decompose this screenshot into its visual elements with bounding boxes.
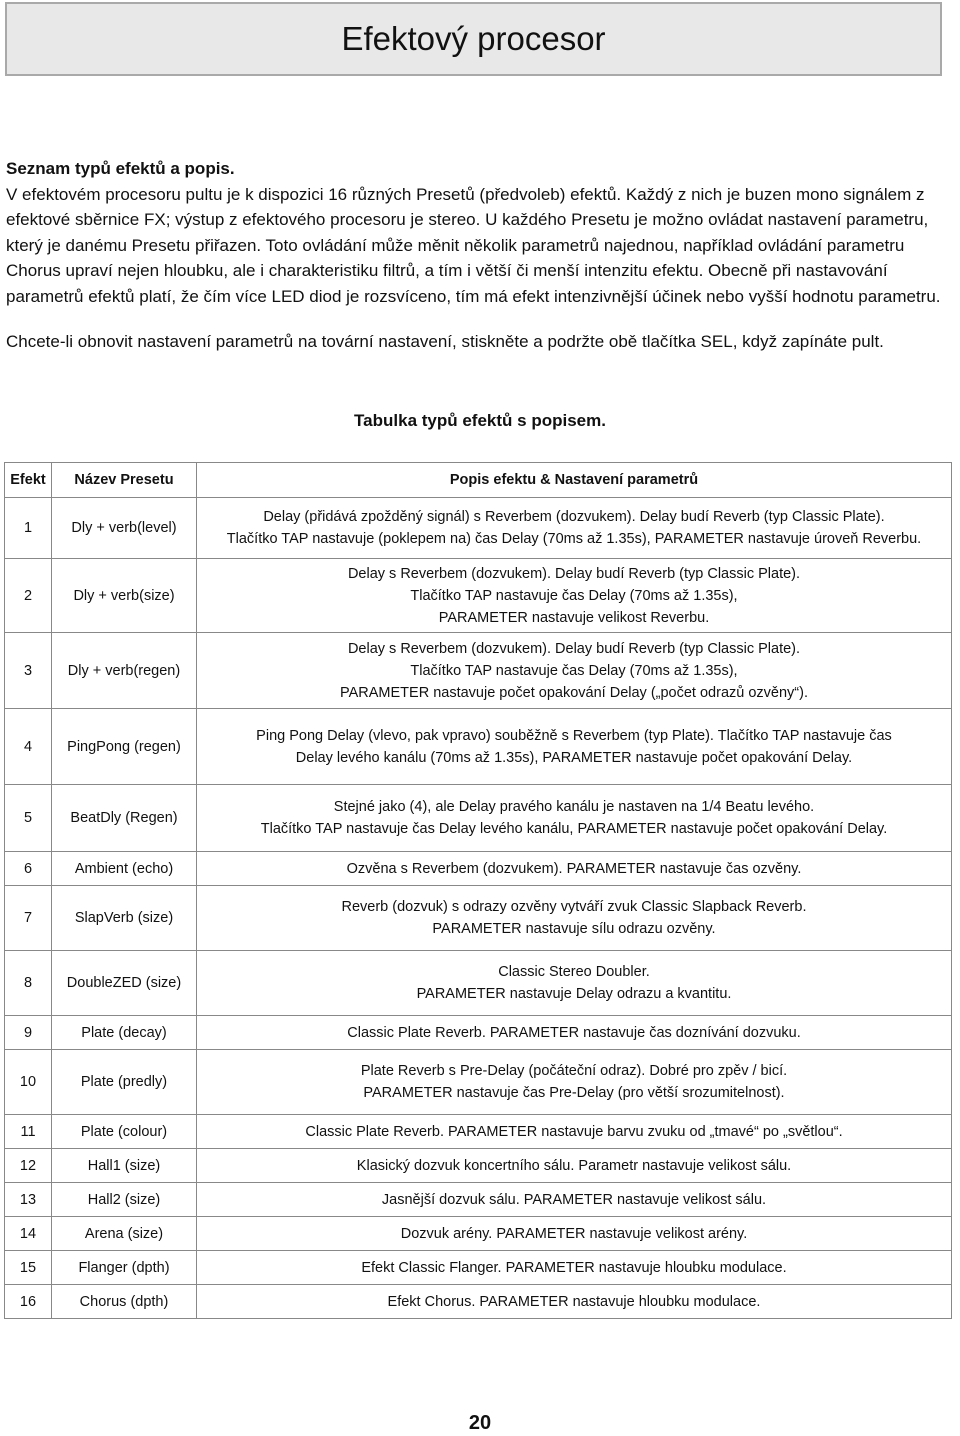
- description-line: Tlačítko TAP nastavuje čas Delay (70ms až 1.35s),: [410, 662, 738, 679]
- effect-number: 5: [5, 785, 52, 852]
- effect-number: 8: [5, 951, 52, 1016]
- table-row: [5, 498, 952, 559]
- reset-paragraph: Chcete-li obnovit nastavení parametrů na tovární nastavení, stiskněte a podržte obě tlačítka SEL, když zapínáte pult.: [6, 332, 884, 351]
- preset-name: DoubleZED (size): [52, 951, 197, 1016]
- section-heading: Seznam typů efektů a popis.: [6, 159, 235, 178]
- effect-number: 13: [5, 1183, 52, 1217]
- description-line: PARAMETER nastavuje čas Pre-Delay (pro větší srozumitelnost).: [363, 1085, 785, 1101]
- description-line: Delay s Reverbem (dozvukem). Delay budí Reverb (typ Classic Plate).: [347, 640, 801, 657]
- effect-description: [197, 1016, 952, 1050]
- table-row: [5, 709, 952, 785]
- effect-description: [197, 1251, 952, 1285]
- table-row: [5, 1183, 952, 1217]
- preset-name: Chorus (dpth): [52, 1285, 197, 1319]
- description-line: Tlačítko TAP nastavuje čas Delay (70ms až 1.35s),: [410, 587, 738, 604]
- table-row: [5, 1050, 952, 1115]
- effect-number: 9: [5, 1016, 52, 1050]
- preset-name: Hall1 (size): [52, 1149, 197, 1183]
- effect-number: 6: [5, 852, 52, 886]
- header-effect: Efekt: [5, 463, 52, 498]
- effect-number: 10: [5, 1050, 52, 1115]
- table-row: [5, 633, 952, 709]
- preset-name: Plate (colour): [52, 1115, 197, 1149]
- effect-number: 4: [5, 709, 52, 785]
- header-description: Popis efektu & Nastavení parametrů: [197, 463, 952, 498]
- description-line: PARAMETER nastavuje sílu odrazu ozvěny.: [432, 921, 716, 937]
- effect-description: [197, 951, 952, 1016]
- preset-name: Ambient (echo): [52, 852, 197, 886]
- effect-description: [197, 559, 952, 633]
- intro-section: [6, 156, 950, 355]
- table-row: [5, 852, 952, 886]
- preset-name: Plate (predly): [52, 1050, 197, 1115]
- effect-description: [197, 785, 952, 852]
- table-row: [5, 1149, 952, 1183]
- effect-description: [197, 709, 952, 785]
- description-line: Delay (přidává zpožděný signál) s Reverbem (dozvukem). Delay budí Reverb (typ Classic Plate).: [263, 509, 885, 525]
- effect-number: 15: [5, 1251, 52, 1285]
- effect-number: 1: [5, 498, 52, 559]
- preset-name: BeatDly (Regen): [52, 785, 197, 852]
- effect-number: 14: [5, 1217, 52, 1251]
- table-row: [5, 1251, 952, 1285]
- description-line: Plate Reverb s Pre-Delay (počáteční odraz). Dobré pro zpěv / bicí.: [360, 1063, 788, 1079]
- description-line: Stejné jako (4), ale Delay pravého kanálu je nastaven na 1/4 Beatu levého.: [333, 799, 815, 815]
- table-row: [5, 1016, 952, 1050]
- page-number: 20: [468, 1412, 492, 1434]
- effect-description: [197, 633, 952, 709]
- preset-name: Dly + verb(regen): [52, 633, 197, 709]
- preset-name: Plate (decay): [52, 1016, 197, 1050]
- table-row: [5, 559, 952, 633]
- table-row: [5, 1217, 952, 1251]
- description-line: PARAMETER nastavuje počet opakování Delay („počet odrazů ozvěny“).: [340, 684, 808, 701]
- description-line: Delay s Reverbem (dozvukem). Delay budí Reverb (typ Classic Plate).: [347, 565, 801, 582]
- preset-name: Arena (size): [52, 1217, 197, 1251]
- description-line: Efekt Classic Flanger. PARAMETER nastavuje hloubku modulace.: [361, 1259, 787, 1276]
- effects-table: [4, 462, 952, 1319]
- effect-description: [197, 1149, 952, 1183]
- effect-description: [197, 1217, 952, 1251]
- description-line: Jasnější dozvuk sálu. PARAMETER nastavuje velikost sálu.: [381, 1191, 767, 1208]
- preset-name: SlapVerb (size): [52, 886, 197, 951]
- header-preset-name: Název Presetu: [52, 463, 197, 498]
- effect-number: 11: [5, 1115, 52, 1149]
- effect-number: 2: [5, 559, 52, 633]
- effect-number: 3: [5, 633, 52, 709]
- effect-description: [197, 886, 952, 951]
- description-line: Ozvěna s Reverbem (dozvukem). PARAMETER nastavuje čas ozvěny.: [346, 860, 802, 877]
- description-line: Classic Stereo Doubler.: [498, 964, 650, 980]
- effect-number: 16: [5, 1285, 52, 1319]
- description-line: Tlačítko TAP nastavuje (poklepem na) čas Delay (70ms až 1.35s), PARAMETER nastavuje úroveň Reverbu.: [226, 531, 922, 547]
- table-row: [5, 785, 952, 852]
- intro-paragraph: V efektovém procesoru pultu je k dispozici 16 různých Presetů (předvoleb) efektů. Každý z nich je buzen mono signálem z efektové sběrnice FX; výstup z efektového procesoru je stereo. U každého Presetu je možno ovládat nastavení parametru, který je danému Presetu přiřazen. Toto ovládání může měnit několik parametrů najednou, například ovládání parametru Chorus upraví nejen hloubku, ale i charakteristiku filtrů, a tím i větší či menší intenzitu efektu. Obecně při nastavování parametrů efektů platí, že čím více LED diod je rozsvíceno, tím má efekt intenzivnější účinek nebo vyšší hodnotu parametru.: [6, 184, 941, 306]
- description-line: Efekt Chorus. PARAMETER nastavuje hloubku modulace.: [387, 1293, 761, 1310]
- table-row: [5, 1285, 952, 1319]
- effect-description: [197, 1285, 952, 1319]
- table-header-row: [5, 463, 952, 498]
- preset-name: Flanger (dpth): [52, 1251, 197, 1285]
- description-line: Delay levého kanálu (70ms až 1.35s), PARAMETER nastavuje počet opakování Delay.: [295, 749, 853, 766]
- table-caption: Tabulka typů efektů s popisem.: [354, 411, 606, 430]
- effect-description: [197, 852, 952, 886]
- description-line: Dozvuk arény. PARAMETER nastavuje velikost arény.: [400, 1225, 748, 1242]
- table-row: [5, 1115, 952, 1149]
- table-row: [5, 886, 952, 951]
- description-line: Tlačítko TAP nastavuje čas Delay levého kanálu, PARAMETER nastavuje počet opakování Delay.: [260, 821, 888, 837]
- effect-description: [197, 1183, 952, 1217]
- description-line: Classic Plate Reverb. PARAMETER nastavuje barvu zvuku od „tmavé“ po „světlou“.: [305, 1123, 843, 1140]
- page-title: Efektový procesor: [341, 20, 606, 57]
- table-row: [5, 951, 952, 1016]
- preset-name: Dly + verb(size): [52, 559, 197, 633]
- description-line: PARAMETER nastavuje velikost Reverbu.: [438, 609, 710, 626]
- effect-description: [197, 1050, 952, 1115]
- description-line: Classic Plate Reverb. PARAMETER nastavuje čas doznívání dozvuku.: [347, 1024, 801, 1041]
- description-line: Ping Pong Delay (vlevo, pak vpravo) souběžně s Reverbem (typ Plate). Tlačítko TAP nastavuje čas: [256, 727, 892, 744]
- description-line: PARAMETER nastavuje Delay odrazu a kvantitu.: [416, 986, 732, 1002]
- description-line: Reverb (dozvuk) s odrazy ozvěny vytváří zvuk Classic Slapback Reverb.: [341, 899, 807, 915]
- page-title-box: [5, 2, 942, 76]
- effect-description: [197, 1115, 952, 1149]
- description-line: Klasický dozvuk koncertního sálu. Parametr nastavuje velikost sálu.: [356, 1157, 792, 1174]
- effect-number: 12: [5, 1149, 52, 1183]
- preset-name: PingPong (regen): [52, 709, 197, 785]
- preset-name: Dly + verb(level): [52, 498, 197, 559]
- preset-name: Hall2 (size): [52, 1183, 197, 1217]
- effect-description: [197, 498, 952, 559]
- effect-number: 7: [5, 886, 52, 951]
